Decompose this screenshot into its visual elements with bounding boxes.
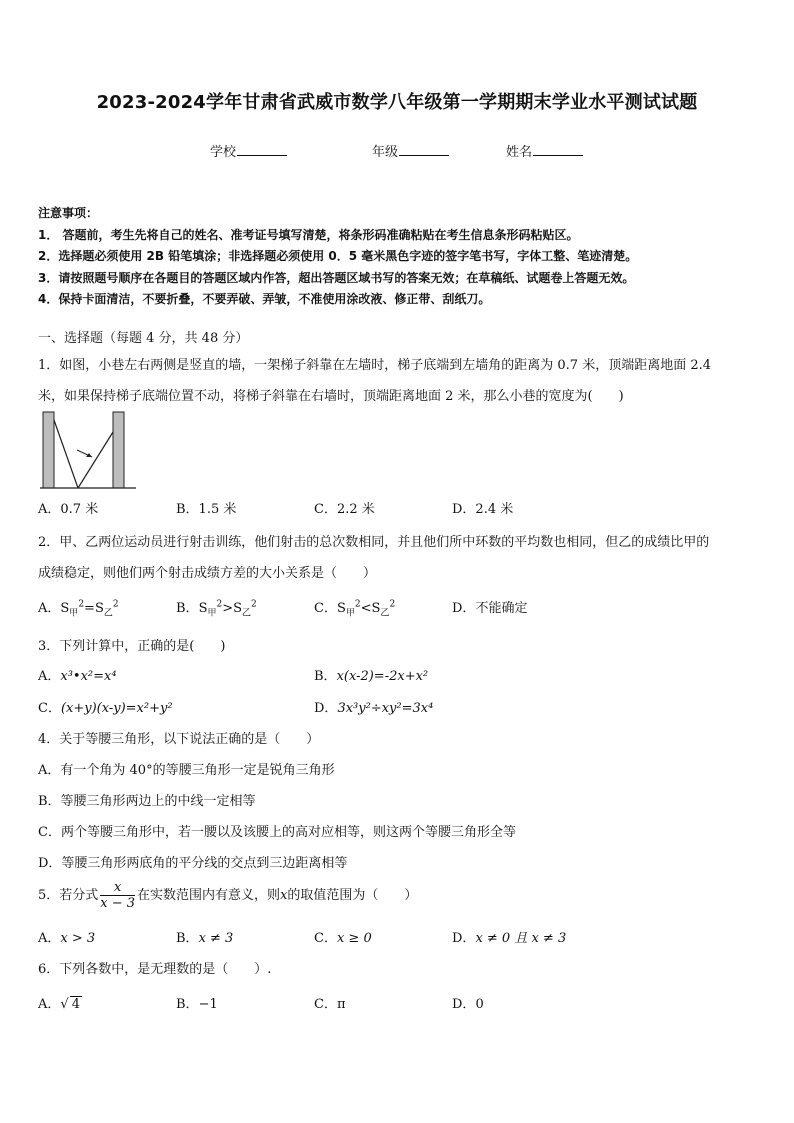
school-field[interactable] [210, 141, 287, 160]
section-heading: 一、选择题（每题 4 分，共 48 分） [38, 331, 249, 346]
q3-option-a[interactable]: A．x³•x²=x⁴ [38, 669, 117, 684]
note-item: 4．保持卡面清洁，不要折叠，不要弄破、弄皱，不准使用涂改液、修正带、刮纸刀。 [38, 292, 491, 306]
grade-field[interactable] [372, 141, 449, 160]
name-blank[interactable] [533, 142, 583, 156]
note-item: 3．请按照题号顺序在各题目的答题区域内作答，超出答题区域书写的答案无效；在草稿纸、试题卷上答题无效。 [38, 270, 635, 285]
left-wall [43, 412, 54, 488]
exam-title: 2023-2024学年甘肃省武威市数学八年级第一学期期末学业水平测试试题 [96, 92, 698, 113]
q6-option-c[interactable]: C．π [314, 997, 346, 1012]
q4-option-c[interactable]: C．两个等腰三角形中，若一腰以及该腰上的高对应相等，则这两个等腰三角形全等 [38, 825, 516, 840]
q1-option-d[interactable]: D．2.4 米 [452, 502, 514, 517]
q5-option-a[interactable]: A．x > 3 [38, 931, 96, 946]
school-label: 学校 [210, 145, 237, 160]
ladder-left [54, 420, 78, 488]
notes-heading: 注意事项： [38, 206, 99, 220]
q6-option-b[interactable]: B．−1 [176, 997, 218, 1012]
grade-blank[interactable] [399, 142, 449, 156]
q2-option-b[interactable]: B．$S_甲^2>S_乙^2$ [176, 599, 257, 619]
q6-option-a[interactable]: A．√ 4 [38, 997, 80, 1012]
q5-option-d[interactable]: D．x ≠ 0 且 x ≠ 3 [452, 931, 567, 946]
right-wall [113, 412, 124, 488]
q2-option-d[interactable]: D．不能确定 [452, 601, 528, 616]
q1-option-b[interactable]: B．1.5 米 [176, 502, 237, 517]
note-item: 2．选择题必须使用 2B 铅笔填涂；非选择题必须使用 0．5 毫米黑色字迹的签字笔书写，字体工整、笔迹清楚。 [38, 249, 638, 263]
q3-stem: 3．下列计算中，正确的是( ) [38, 639, 226, 654]
q3-option-d[interactable]: D．3x³y²÷xy²=3x⁴ [314, 701, 434, 716]
q4-stem: 4．关于等腰三角形，以下说法正确的是（ ） [38, 732, 320, 747]
q2-stem-line2: 成绩稳定，则他们两个射击成绩方差的大小关系是（ ） [38, 566, 377, 581]
q2-option-a[interactable]: A．$S_甲^2=S_乙^2$ [38, 599, 119, 619]
q4-option-a[interactable]: A．有一个角为 40°的等腰三角形一定是锐角三角形 [38, 763, 335, 778]
q4-option-d[interactable]: D．等腰三角形两底角的平分线的交点到三边距离相等 [38, 856, 348, 871]
notes-block [38, 203, 758, 311]
q1-stem-line2: 米，如果保持梯子底端位置不动，将梯子斜靠在右墙时，顶端距离地面 2 米，那么小巷的宽度为( ) [38, 389, 624, 404]
name-field[interactable] [506, 141, 583, 160]
q5-option-b[interactable]: B．x ≠ 3 [176, 931, 234, 946]
q3-option-c[interactable]: C．(x+y)(x-y)=x²+y² [38, 701, 173, 716]
ladder-right [78, 432, 113, 488]
ladder-figure [40, 410, 140, 490]
sqrt-symbol: √ [60, 997, 69, 1012]
q1-option-c[interactable]: C．2.2 米 [314, 502, 375, 517]
school-blank[interactable] [237, 142, 287, 156]
q5-fraction: $\frac{x}{x - 3}$ [100, 880, 136, 911]
q1-option-a[interactable]: A．0.7 米 [38, 502, 99, 517]
q3-option-b[interactable]: B．x(x-2)=-2x+x² [314, 669, 429, 684]
q6-option-d[interactable]: D．0 [452, 997, 484, 1012]
grade-label: 年级 [372, 145, 399, 160]
q4-option-b[interactable]: B．等腰三角形两边上的中线一定相等 [38, 794, 256, 809]
q2-stem-line1: 2．甲、乙两位运动员进行射击训练，他们射击的总次数相同，并且他们所中环数的平均数也相同，但乙的成绩比甲的 [38, 535, 710, 550]
q1-stem-line1: 1．如图，小巷左右两侧是竖直的墙，一架梯子斜靠在左墙时，梯子底端到左墙角的距离为 0.7 米，顶端距离地面 2.4 [38, 358, 712, 373]
q5-stem: 5．若分式 $\frac{x}{x - 3}$ 在实数范围内有意义，则x的取值范围为（ ） [38, 880, 418, 911]
note-item: 1． 答题前，考生先将自己的姓名、准考证号填写清楚，将条形码准确粘贴在考生信息条形码粘贴区。 [38, 227, 579, 242]
q2-option-c[interactable]: C．$S_甲^2<S_乙^2$ [314, 599, 396, 619]
q5-option-c[interactable]: C．x ≥ 0 [314, 931, 372, 946]
q6-stem: 6．下列各数中，是无理数的是（ ）. [38, 962, 272, 977]
name-label: 姓名 [506, 145, 533, 160]
